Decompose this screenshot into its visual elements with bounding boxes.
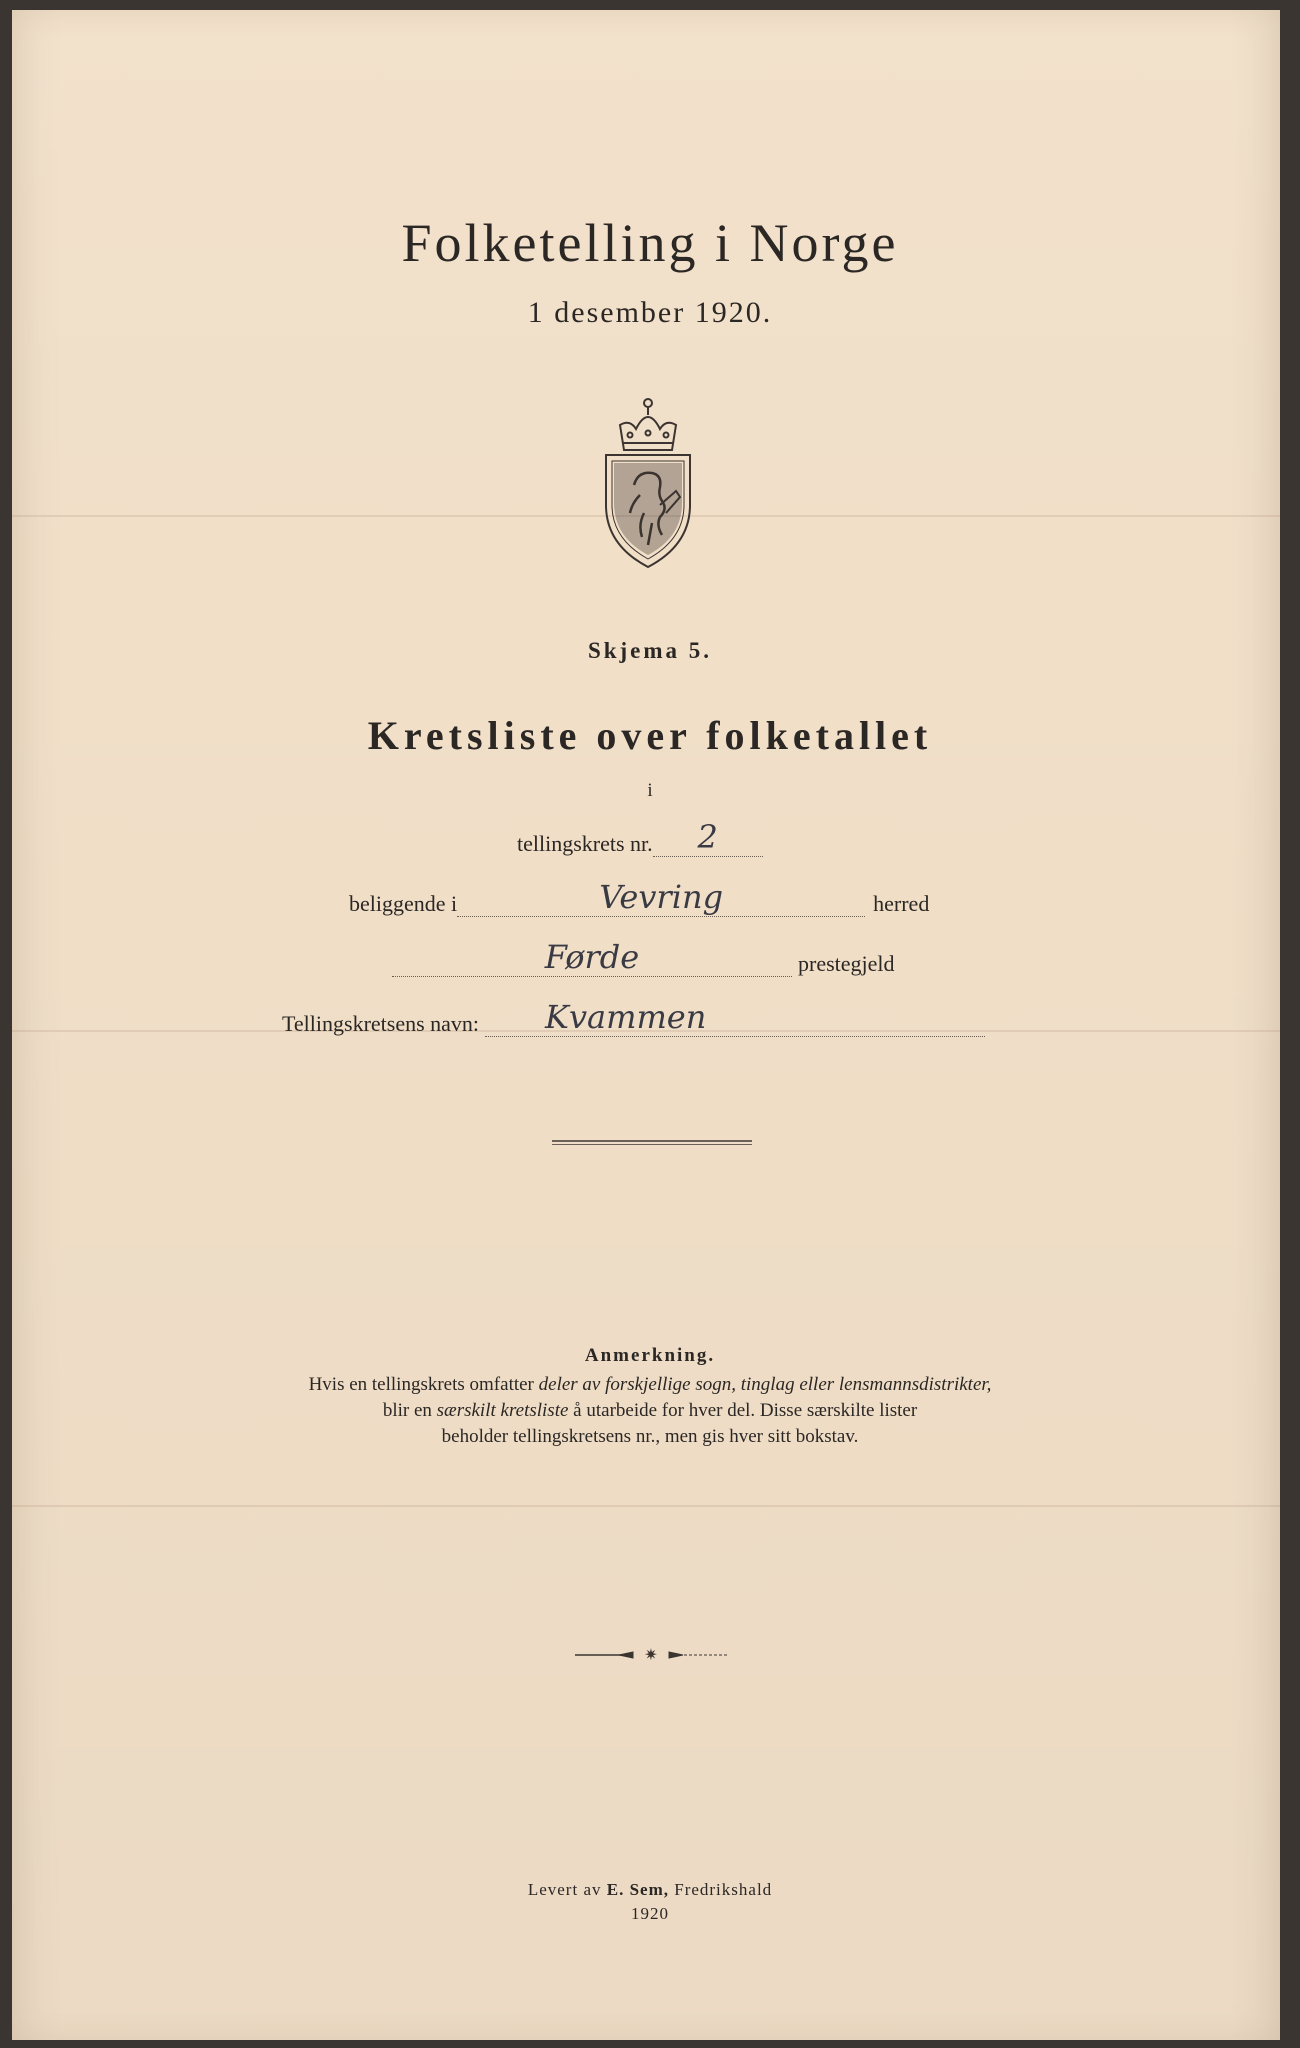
printer-city: Fredrikshald [668, 1880, 773, 1899]
note-text: blir en [382, 1400, 437, 1421]
note-line-1 [0, 1372, 1300, 1398]
printer-text: Levert av [527, 1880, 607, 1899]
note-text: å utarbeide for hver del. Disse særskilte lister [568, 1400, 918, 1421]
printer-line [0, 1880, 1300, 1900]
navn-label: Tellingskretsens navn: [282, 1011, 480, 1036]
navn-field[interactable] [485, 998, 985, 1037]
tellingskrets-row [517, 818, 763, 857]
svg-text:✷: ✷ [644, 1648, 658, 1662]
prestegjeld-field[interactable] [392, 938, 792, 977]
schema-label: Skjema 5. [587, 638, 713, 663]
ornament-divider-icon [575, 1648, 727, 1662]
tellingskrets-value: 2 [697, 818, 718, 856]
herred-row [349, 878, 930, 917]
prestegjeld-value: Førde [544, 938, 640, 976]
tellingskrets-field[interactable] [653, 818, 763, 857]
note-emphasis: særskilt kretsliste [436, 1400, 569, 1421]
herred-field[interactable] [457, 878, 865, 917]
note-emphasis: deler av forskjellige sogn, tinglag eller lensmannsdistrikter, [538, 1374, 992, 1395]
herred-value: Vevring [599, 878, 724, 916]
navn-row [282, 998, 985, 1037]
printer-name: E. Sem, [606, 1880, 669, 1899]
note-line-3: beholder tellingskretsens nr., men gis hver sitt bokstav. [441, 1426, 859, 1447]
census-date: 1 desember 1920. [527, 296, 773, 329]
beliggende-label: beliggende i [349, 891, 458, 916]
fold-line [12, 1505, 1280, 1507]
note-title: Anmerkning. [584, 1345, 716, 1366]
divider-rule [552, 1144, 752, 1145]
form-heading: Kretsliste over folketallet [367, 713, 933, 758]
herred-label: herred [873, 891, 930, 916]
page-title: Folketelling i Norge [401, 213, 899, 273]
navn-value: Kvammen [545, 998, 707, 1036]
prestegjeld-label: prestegjeld [798, 951, 895, 976]
tellingskrets-label: tellingskrets nr. [517, 831, 653, 856]
printer-year: 1920 [631, 1904, 669, 1923]
note-line-2 [0, 1398, 1300, 1424]
note-text: Hvis en tellingskrets omfatter [308, 1374, 539, 1395]
preposition-text: i [647, 780, 653, 801]
divider-rule [552, 1140, 752, 1142]
prestegjeld-row [392, 938, 895, 977]
norwegian-coat-of-arms-icon [600, 395, 696, 570]
